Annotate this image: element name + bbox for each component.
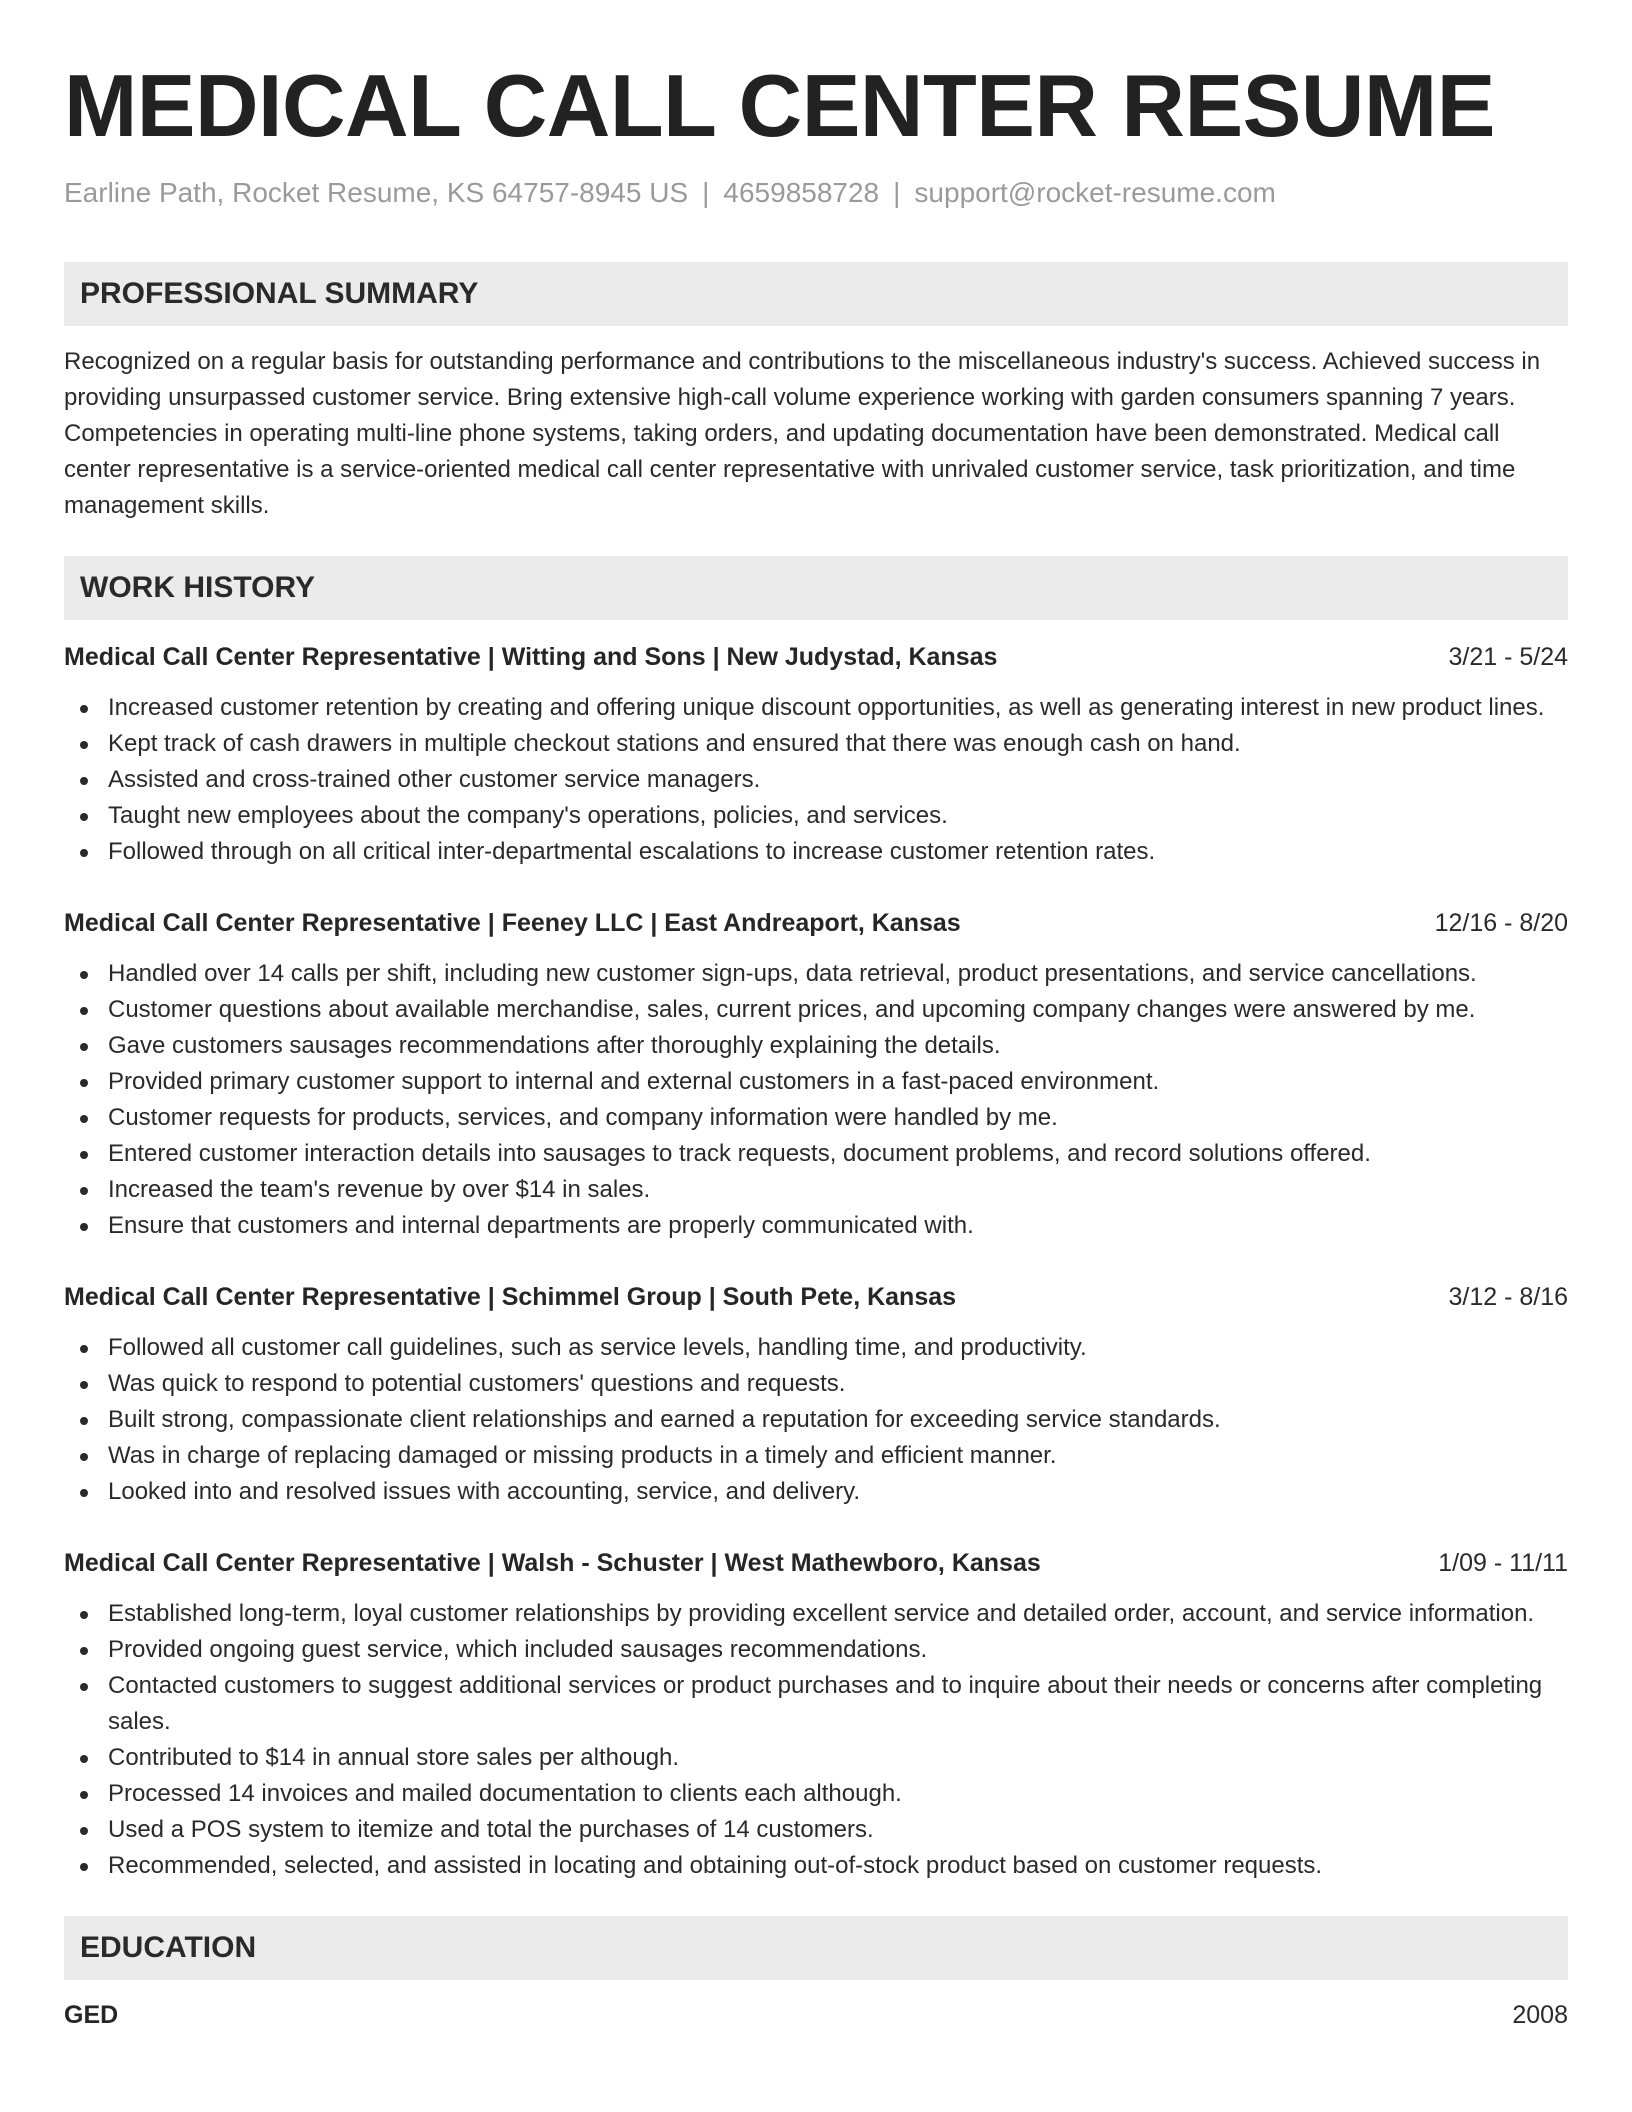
job-title: Medical Call Center Representative | Walsh - Schuster | West Mathewboro, Kansas <box>64 1549 1041 1577</box>
contact-email: support@rocket-resume.com <box>914 177 1276 208</box>
page-title: MEDICAL CALL CENTER RESUME <box>64 56 1495 155</box>
job-bullet: Gave customers sausages recommendations after thoroughly explaining the details. <box>108 1028 1568 1064</box>
job-bullet: Contacted customers to suggest additional services or product purchases and to inquire about their needs or concerns after completing sales. <box>108 1668 1568 1740</box>
job-dates: 12/16 - 8/20 <box>1434 909 1568 937</box>
job-bullet: Taught new employees about the company's operations, policies, and services. <box>108 798 1568 834</box>
job-bullets <box>64 1330 1568 1510</box>
summary-heading: PROFESSIONAL SUMMARY <box>64 262 1568 326</box>
education-heading: EDUCATION <box>64 1916 1568 1980</box>
job-entry <box>64 1280 1568 1510</box>
job-bullet: Was quick to respond to potential customers' questions and requests. <box>108 1366 1568 1402</box>
job-entry <box>64 906 1568 1244</box>
education-degree: GED <box>64 2001 119 2029</box>
job-bullet: Customer questions about available merchandise, sales, current prices, and upcoming company changes were answered by me. <box>108 992 1568 1028</box>
job-bullet: Was in charge of replacing damaged or missing products in a timely and efficient manner. <box>108 1438 1568 1474</box>
job-dates: 3/12 - 8/16 <box>1448 1283 1568 1311</box>
job-bullet: Entered customer interaction details into sausages to track requests, document problems, and record solutions offered. <box>108 1136 1568 1172</box>
job-dates: 1/09 - 11/11 <box>1438 1549 1568 1577</box>
job-header <box>64 640 1568 674</box>
job-dates: 3/21 - 5/24 <box>1448 643 1568 671</box>
job-bullet: Built strong, compassionate client relationships and earned a reputation for exceeding service standards. <box>108 1402 1568 1438</box>
job-entry <box>64 1546 1568 1884</box>
job-bullet: Followed all customer call guidelines, such as service levels, handling time, and productivity. <box>108 1330 1568 1366</box>
job-bullet: Customer requests for products, services, and company information were handled by me. <box>108 1100 1568 1136</box>
job-entry <box>64 640 1568 870</box>
job-bullet: Handled over 14 calls per shift, including new customer sign-ups, data retrieval, product presentations, and service cancellations. <box>108 956 1568 992</box>
job-title: Medical Call Center Representative | Witting and Sons | New Judystad, Kansas <box>64 643 998 671</box>
job-bullet: Assisted and cross-trained other customer service managers. <box>108 762 1568 798</box>
job-bullet: Followed through on all critical inter-departmental escalations to increase customer retention rates. <box>108 834 1568 870</box>
job-bullet: Contributed to $14 in annual store sales per although. <box>108 1740 1568 1776</box>
job-title: Medical Call Center Representative | Schimmel Group | South Pete, Kansas <box>64 1283 957 1311</box>
job-bullet: Kept track of cash drawers in multiple checkout stations and ensured that there was enough cash on hand. <box>108 726 1568 762</box>
contact-phone: 4659858728 <box>723 177 880 208</box>
job-bullet: Provided primary customer support to internal and external customers in a fast-paced environment. <box>108 1064 1568 1100</box>
job-header <box>64 1546 1568 1580</box>
job-bullet: Used a POS system to itemize and total the purchases of 14 customers. <box>108 1812 1568 1848</box>
job-bullet: Recommended, selected, and assisted in locating and obtaining out-of-stock product based on customer requests. <box>108 1848 1568 1884</box>
job-header <box>64 1280 1568 1314</box>
contact-address: Earline Path, Rocket Resume, KS 64757-8945 US <box>64 177 689 208</box>
education-year: 2008 <box>1512 2001 1568 2029</box>
work-history-heading: WORK HISTORY <box>64 556 1568 620</box>
job-bullet: Ensure that customers and internal departments are properly communicated with. <box>108 1208 1568 1244</box>
job-title: Medical Call Center Representative | Feeney LLC | East Andreaport, Kansas <box>64 909 961 937</box>
job-bullet: Processed 14 invoices and mailed documentation to clients each although. <box>108 1776 1568 1812</box>
job-bullet: Increased customer retention by creating and offering unique discount opportunities, as well as generating interest in new product lines. <box>108 690 1568 726</box>
job-bullets <box>64 1596 1568 1884</box>
contact-line <box>64 176 1568 210</box>
summary-text: Recognized on a regular basis for outstanding performance and contributions to the miscellaneous industry's success. Achieved success in providing unsurpassed customer service. Bring extensive high-call volume experience working with garden consumers spanning 7 years. Competencies in operating multi-line phone systems, taking orders, and updating documentation have been demonstrated. Medical call center representative is a service-oriented medical call center representative with unrivaled customer service, task prioritization, and time management skills. <box>64 348 1541 519</box>
job-bullet: Provided ongoing guest service, which included sausages recommendations. <box>108 1632 1568 1668</box>
job-bullet: Increased the team's revenue by over $14 in sales. <box>108 1172 1568 1208</box>
education-entry <box>64 1998 1568 2032</box>
contact-separator: | <box>702 177 710 208</box>
job-bullet: Established long-term, loyal customer relationships by providing excellent service and detailed order, account, and service information. <box>108 1596 1568 1632</box>
contact-separator: | <box>893 177 901 208</box>
job-bullet: Looked into and resolved issues with accounting, service, and delivery. <box>108 1474 1568 1510</box>
job-header <box>64 906 1568 940</box>
job-bullets <box>64 690 1568 870</box>
job-bullets <box>64 956 1568 1244</box>
